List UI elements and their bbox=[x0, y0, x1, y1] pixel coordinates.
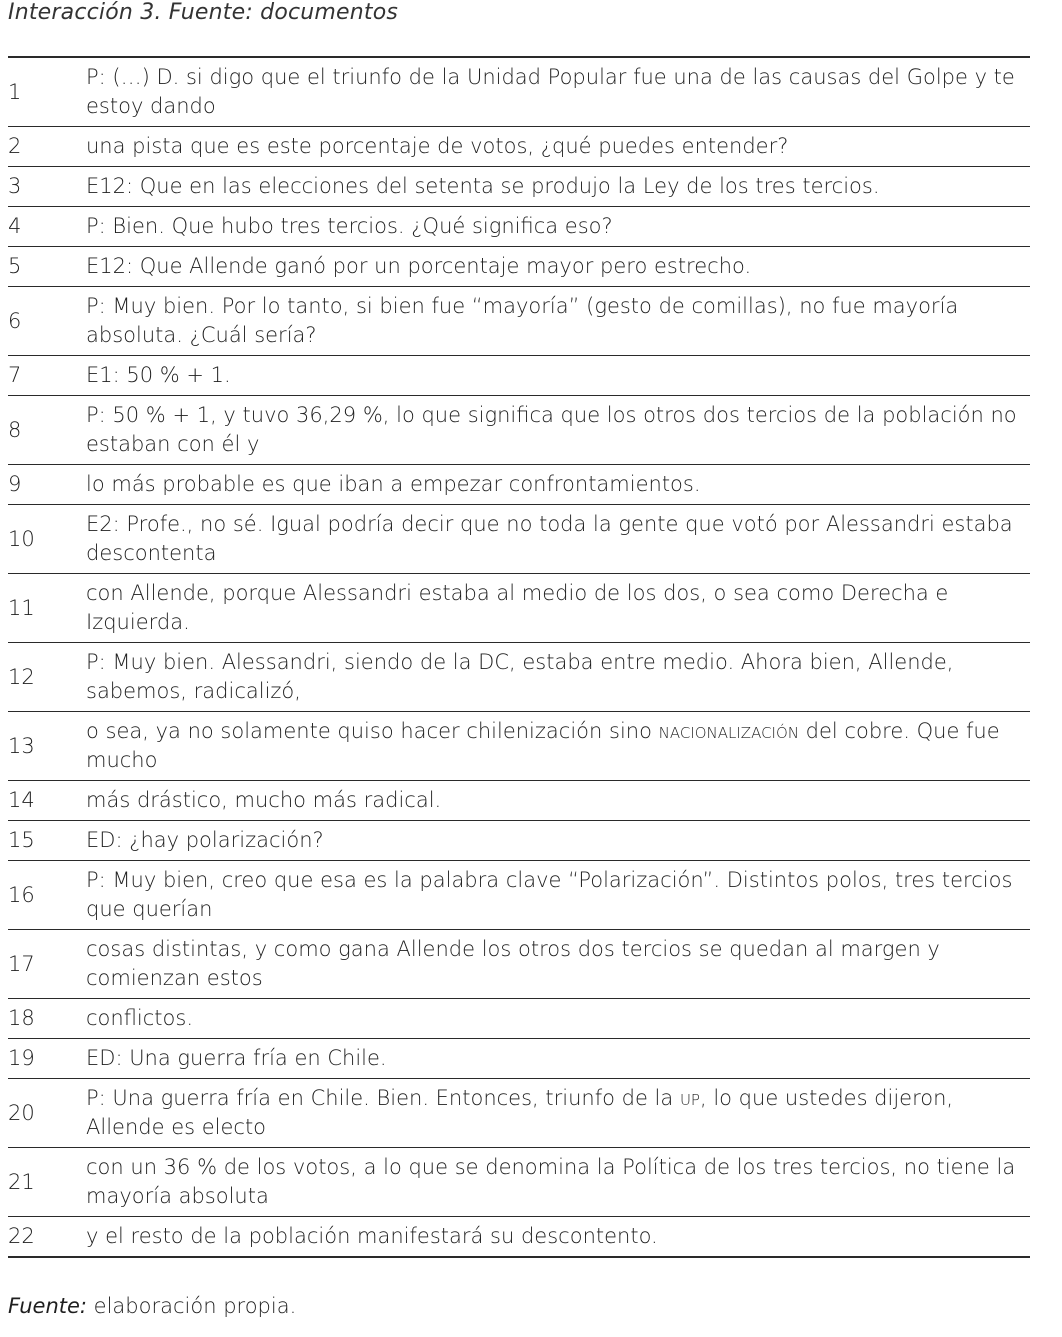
table-row bbox=[8, 1079, 1030, 1148]
table-row bbox=[8, 505, 1030, 574]
table-row bbox=[8, 207, 1030, 247]
table-row bbox=[8, 781, 1030, 821]
line-number: 12 bbox=[8, 643, 86, 712]
line-number: 3 bbox=[8, 167, 86, 207]
line-text-end: , lo que ustedes dijeron, Allende es electo bbox=[86, 1086, 954, 1139]
line-number: 22 bbox=[8, 1224, 35, 1248]
line-number: 2 bbox=[8, 127, 86, 167]
table-row bbox=[8, 57, 1030, 127]
table-row bbox=[8, 1217, 1030, 1258]
table-row bbox=[8, 167, 1030, 207]
table-row bbox=[8, 396, 1030, 465]
line-number: 21 bbox=[8, 1148, 86, 1217]
line-number: 16 bbox=[8, 861, 86, 930]
line-text: E12: Que Allende ganó por un porcentaje mayor pero estrecho. bbox=[86, 247, 1030, 287]
source-note bbox=[8, 1294, 296, 1318]
line-text: P: 50 % + 1, y tuvo 36,29 %, lo que significa que los otros dos tercios de la población no estaban con él y bbox=[86, 396, 1030, 465]
line-text: ED: Una guerra fría en Chile. bbox=[86, 1039, 1030, 1079]
line-number: 20 bbox=[8, 1079, 86, 1148]
line-text: más drástico, mucho más radical. bbox=[86, 781, 1030, 821]
line-text: cosas distintas, y como gana Allende los otros dos tercios se quedan al margen y comienzan estos bbox=[86, 930, 1030, 999]
table-row bbox=[8, 861, 1030, 930]
line-number: 18 bbox=[8, 999, 86, 1039]
table-row bbox=[8, 1148, 1030, 1217]
line-number: 13 bbox=[8, 712, 86, 781]
line-number: 4 bbox=[8, 207, 86, 247]
line-number: 17 bbox=[8, 930, 86, 999]
table-row bbox=[8, 930, 1030, 999]
line-text: P: (…) D. si digo que el triunfo de la Unidad Popular fue una de las causas del Golpe y te estoy dando bbox=[86, 57, 1030, 127]
line-text-end: del cobre. Que fue mucho bbox=[86, 719, 1000, 772]
table-row bbox=[8, 287, 1030, 356]
line-text: E12: Que en las elecciones del setenta se produjo la Ley de los tres tercios. bbox=[86, 167, 1030, 207]
transcript-table bbox=[8, 56, 1030, 1258]
line-text: P: Muy bien, creo que esa es la palabra clave “Polarización”. Distintos polos, tres tercios que querían bbox=[86, 861, 1030, 930]
line-number: 7 bbox=[8, 356, 86, 396]
table-row bbox=[8, 1039, 1030, 1079]
line-text: con Allende, porque Alessandri estaba al medio de los dos, o sea como Derecha e Izquierda. bbox=[86, 574, 1030, 643]
line-number: 9 bbox=[8, 465, 86, 505]
line-text bbox=[86, 1079, 1030, 1148]
table-row bbox=[8, 643, 1030, 712]
small-caps-term: nacionalización bbox=[658, 719, 799, 743]
line-text: E2: Profe., no sé. Igual podría decir que no toda la gente que votó por Alessandri estaba descontenta bbox=[86, 505, 1030, 574]
line-text-start: o sea, ya no solamente quiso hacer chilenización sino bbox=[86, 719, 659, 743]
source-label: Fuente: bbox=[8, 1294, 87, 1318]
line-text bbox=[86, 712, 1030, 781]
table-row bbox=[8, 821, 1030, 861]
small-caps-term: up bbox=[679, 1086, 700, 1110]
source-text: elaboración propia. bbox=[87, 1294, 297, 1318]
table-row bbox=[8, 356, 1030, 396]
line-number: 5 bbox=[8, 247, 86, 287]
line-text: con un 36 % de los votos, a lo que se denomina la Política de los tres tercios, no tiene la mayoría absoluta bbox=[86, 1148, 1030, 1217]
line-text: P: Muy bien. Por lo tanto, si bien fue “mayoría” (gesto de comillas), no fue mayoría absoluta. ¿Cuál sería? bbox=[86, 287, 1030, 356]
line-number: 11 bbox=[8, 574, 86, 643]
line-text: conflictos. bbox=[86, 999, 1030, 1039]
line-text: ED: ¿hay polarización? bbox=[86, 821, 1030, 861]
line-number: 19 bbox=[8, 1039, 86, 1079]
line-number: 8 bbox=[8, 396, 86, 465]
line-number: 10 bbox=[8, 505, 86, 574]
table-row bbox=[8, 712, 1030, 781]
line-text: P: Bien. Que hubo tres tercios. ¿Qué significa eso? bbox=[86, 207, 1030, 247]
line-text: y el resto de la población manifestará su descontento. bbox=[86, 1224, 658, 1248]
line-text: una pista que es este porcentaje de votos, ¿qué puedes entender? bbox=[86, 127, 1030, 167]
line-number: 15 bbox=[8, 821, 86, 861]
line-text: P: Muy bien. Alessandri, siendo de la DC, estaba entre medio. Ahora bien, Allende, sabemos, radicalizó, bbox=[86, 643, 1030, 712]
line-text-start: P: Una guerra fría en Chile. Bien. Entonces, triunfo de la bbox=[86, 1086, 680, 1110]
line-number: 14 bbox=[8, 781, 86, 821]
line-number: 6 bbox=[8, 287, 86, 356]
table-row bbox=[8, 999, 1030, 1039]
table-row bbox=[8, 574, 1030, 643]
line-text: E1: 50 % + 1. bbox=[86, 356, 1030, 396]
line-text: lo más probable es que iban a empezar confrontamientos. bbox=[86, 465, 1030, 505]
table-row bbox=[8, 465, 1030, 505]
table-row bbox=[8, 127, 1030, 167]
table-title: Interacción 3. Fuente: documentos bbox=[8, 0, 399, 25]
line-number: 1 bbox=[8, 57, 86, 127]
table-row bbox=[8, 247, 1030, 287]
